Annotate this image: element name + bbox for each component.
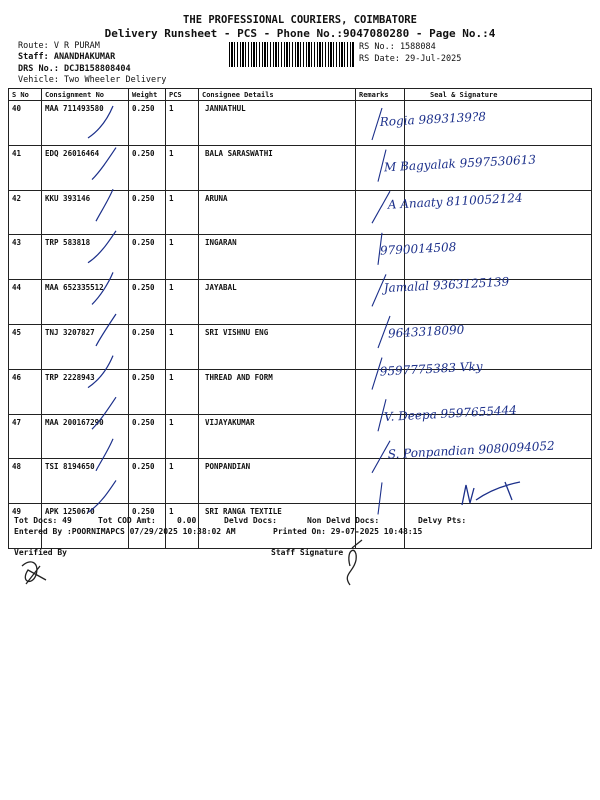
consignee-name: PONPANDIAN: [199, 459, 356, 504]
consignment-number: APK 1250670: [42, 504, 129, 549]
rs-date: RS Date: 29-Jul-2025: [359, 54, 462, 64]
serial-number: 44: [9, 280, 42, 325]
staff: Staff: ANANDHAKUMAR: [18, 52, 116, 62]
serial-number: 47: [9, 414, 42, 459]
consignee-name: SRI VISHNU ENG: [199, 324, 356, 369]
delivery-tick-mark: [96, 439, 113, 471]
staff-signature-scribble: [347, 540, 362, 585]
col-consignment: Consignment No: [42, 89, 129, 101]
weight: 0.250: [129, 504, 166, 549]
col-weight: Weight: [129, 89, 166, 101]
consignment-number: TRP 583818: [42, 235, 129, 280]
entered-by: Entered By :POORNIMAPCS 07/29/2025 10:38:02 AM: [14, 527, 236, 536]
weight: 0.250: [129, 459, 166, 504]
delivery-tick-mark: [88, 356, 113, 388]
serial-number: 43: [9, 235, 42, 280]
consignee-name: SRI RANGA TEXTILE: [199, 504, 356, 549]
pieces: 1: [166, 504, 199, 549]
delivery-tick-mark: [92, 148, 116, 180]
consignment-number: MAA 652335512: [42, 280, 129, 325]
serial-number: 49: [9, 504, 42, 549]
weight: 0.250: [129, 280, 166, 325]
runsheet-title: Delivery Runsheet - PCS - Phone No.:9047080280 - Page No.:4: [104, 27, 496, 40]
delivery-tick-mark: [88, 480, 116, 512]
pieces: 1: [166, 190, 199, 235]
consignment-number: MAA 711493580: [42, 101, 129, 146]
delivery-tick-mark: [92, 272, 113, 304]
pieces: 1: [166, 145, 199, 190]
delivery-tick-mark: [88, 106, 113, 138]
consignment-number: TSI 8194650: [42, 459, 129, 504]
last-row-signature: [476, 482, 520, 500]
printed-on: Printed On: 29-07-2025 10:48:15: [273, 527, 423, 536]
consignee-name: JANNATHUL: [199, 101, 356, 146]
verified-by: Verified By: [14, 548, 67, 557]
total-cod-amount: 0.00: [177, 516, 197, 525]
serial-number: 48: [9, 459, 42, 504]
handwritten-signature: 9643318090: [387, 322, 465, 341]
delivery-points: Delvy Pts:: [418, 516, 467, 525]
col-remarks: Remarks: [356, 89, 405, 101]
col-pcs: PCS: [166, 89, 199, 101]
staff-signature-label: Staff Signature: [271, 548, 344, 557]
non-delivered-docs: Non Delvd Docs:: [307, 516, 380, 525]
consignment-number: KKU 393146: [42, 190, 129, 235]
handwritten-signature: Rogia 9893139?8: [379, 109, 487, 129]
delivered-docs: Delvd Docs:: [224, 516, 277, 525]
last-row-signature: [462, 485, 474, 505]
consignee-name: ARUNA: [199, 190, 356, 235]
delivery-tick-mark: [92, 397, 116, 429]
handwritten-signature: M Bagyalak 9597530613: [383, 152, 537, 175]
pieces: 1: [166, 235, 199, 280]
weight: 0.250: [129, 324, 166, 369]
pieces: 1: [166, 324, 199, 369]
weight: 0.250: [129, 145, 166, 190]
consignee-name: INGARAN: [199, 235, 356, 280]
handwritten-signature: 9597775383 Vky: [379, 359, 483, 379]
remarks-stroke: [378, 482, 382, 514]
col-consignee: Consignee Details: [199, 89, 356, 101]
weight: 0.250: [129, 369, 166, 414]
consignment-number: TNJ 3207827: [42, 324, 129, 369]
weight: 0.250: [129, 101, 166, 146]
consignee-name: VIJAYAKUMAR: [199, 414, 356, 459]
route: Route: V R PURAM: [18, 41, 100, 51]
total-docs: Tot Docs: 49: [14, 516, 72, 525]
delivery-tick-mark: [96, 189, 113, 221]
rs-number: RS No.: 1588084: [359, 42, 436, 52]
consignment-number: TRP 2228943: [42, 369, 129, 414]
serial-number: 41: [9, 145, 42, 190]
pieces: 1: [166, 369, 199, 414]
pieces: 1: [166, 414, 199, 459]
handwritten-signature: V. Deepa 9597655444: [383, 403, 518, 424]
pieces: 1: [166, 280, 199, 325]
consignment-number: EDQ 26016464: [42, 145, 129, 190]
consignee-name: JAYABAL: [199, 280, 356, 325]
col-signature: Seal & Signature: [405, 89, 592, 101]
serial-number: 40: [9, 101, 42, 146]
company-name: THE PROFESSIONAL COURIERS, COIMBATORE: [183, 14, 417, 26]
delivery-tick-mark: [96, 314, 116, 346]
serial-number: 45: [9, 324, 42, 369]
handwritten-signature: 9790014508: [379, 239, 457, 258]
consignee-name: BALA SARASWATHI: [199, 145, 356, 190]
weight: 0.250: [129, 190, 166, 235]
pieces: 1: [166, 101, 199, 146]
vehicle: Vehicle: Two Wheeler Delivery: [18, 75, 167, 85]
pieces: 1: [166, 459, 199, 504]
serial-number: 42: [9, 190, 42, 235]
consignment-number: MAA 200167290: [42, 414, 129, 459]
weight: 0.250: [129, 235, 166, 280]
drs-number: DRS No.: DCJB158808404: [18, 64, 131, 74]
weight: 0.250: [129, 414, 166, 459]
verifier-signature-scribble: [22, 562, 46, 584]
handwritten-signature: Jamalal 9363125139: [383, 274, 510, 296]
col-sno: S No: [9, 89, 42, 101]
consignee-name: THREAD AND FORM: [199, 369, 356, 414]
handwritten-signature: S. Ponpandian 9080094052: [387, 438, 556, 462]
serial-number: 46: [9, 369, 42, 414]
delivery-tick-mark: [88, 231, 116, 263]
total-cod-label: Tot COD Amt:: [98, 516, 156, 525]
handwritten-signature: A Anaaty 8110052124: [387, 190, 523, 212]
